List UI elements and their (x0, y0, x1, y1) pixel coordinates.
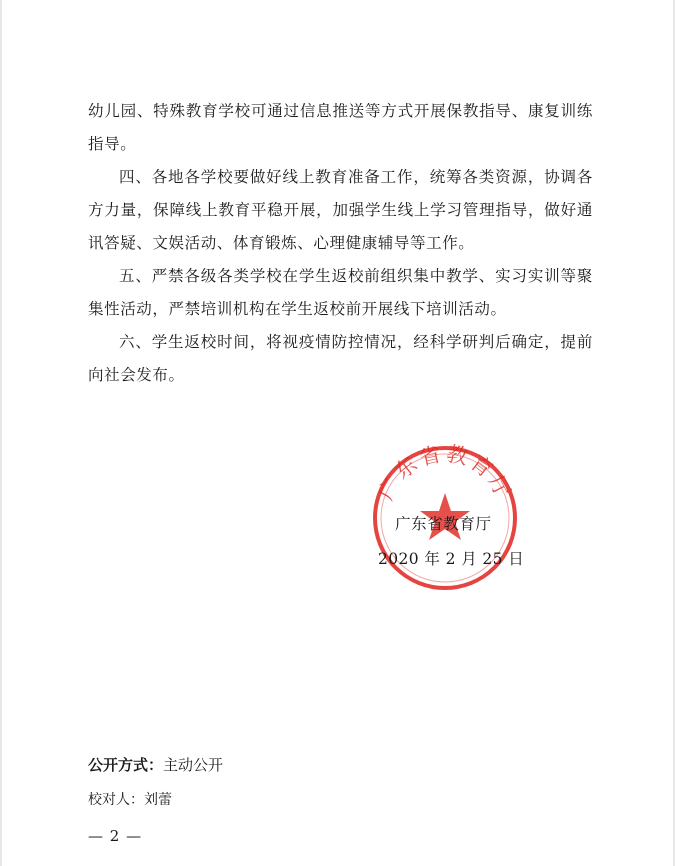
page-edge-left (0, 0, 2, 866)
body-text (88, 95, 593, 392)
disclosure-line (88, 754, 223, 776)
disclosure-label: 公开方式： (88, 756, 164, 774)
disclosure-value: 主动公开 (163, 756, 224, 774)
paragraph-item-5: 五、严禁各级各类学校在学生返校前组织集中教学、实习实训等聚集性活动，严禁培训机构在学生返校前开展线下培训活动。 (88, 267, 593, 318)
paragraph-item-6: 六、学生返校时间，将视疫情防控情况，经科学研判后确定，提前向社会发布。 (88, 333, 593, 384)
proofreader-line: 校对人：刘蕾 (88, 792, 172, 808)
paragraph-continuation: 幼儿园、特殊教育学校可通过信息推送等方式开展保教指导、康复训练指导。 (88, 102, 593, 153)
issuer-name: 广东省教育厅 (395, 515, 492, 533)
page-number: — 2 — (88, 827, 143, 845)
issue-date: 2020 年 2 月 25 日 (378, 550, 525, 568)
paragraph-item-4: 四、各地各学校要做好线上教育准备工作，统筹各类资源，协调各方力量，保障线上教育平稳开展，加强学生线上学习管理指导，做好通讯答疑、文娱活动、体育锻炼、心理健康辅导等工作。 (88, 168, 593, 252)
svg-text:广东省教育厅: 广东省教育厅 (373, 443, 517, 505)
